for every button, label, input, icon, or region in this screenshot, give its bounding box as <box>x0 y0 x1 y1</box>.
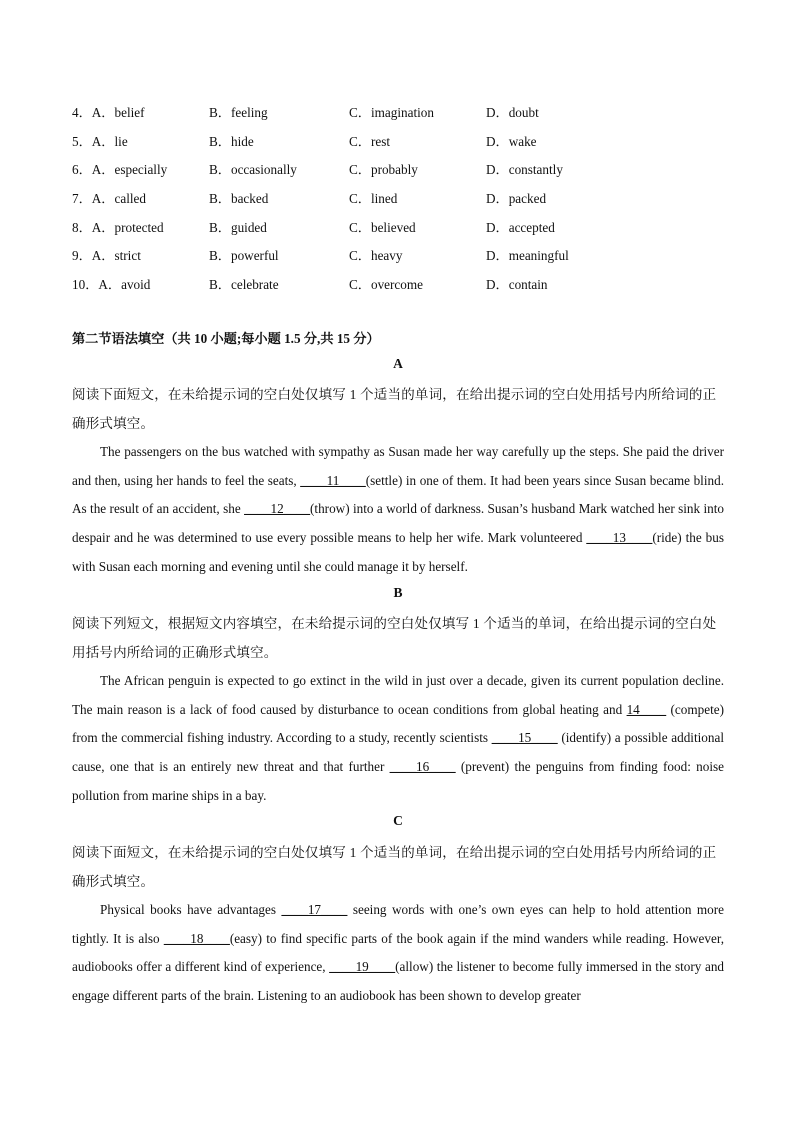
option-c: C．overcome <box>349 277 423 293</box>
passage-text: The African penguin is expected to go extinct in the wild in just over a decade, given its current population decline. The main reason is a lack of food caused by disturbance to ocean conditions from global heating and <box>72 673 724 717</box>
option-row <box>72 125 724 154</box>
passage-text: (compete) from the commercial fishing industry. According to a study, recently scientists <box>72 701 724 746</box>
option-d: D．doubt <box>486 105 539 120</box>
option-b: B．backed <box>209 191 269 207</box>
blank-11[interactable]: ____11____ <box>300 472 366 488</box>
passage-text: Physical books have advantages <box>100 902 282 917</box>
option-c: C．heavy <box>349 248 403 264</box>
option-d: D．contain <box>486 277 548 293</box>
blank-13[interactable]: ____13____ <box>586 530 653 546</box>
option-b: B．occasionally <box>209 162 297 178</box>
option-d: D．constantly <box>486 162 563 178</box>
option-a: 10．A．avoid <box>72 277 151 293</box>
option-b: B．celebrate <box>209 277 279 293</box>
blank-17[interactable]: ____17____ <box>281 902 348 917</box>
passage-text: (throw) into a world of darkness. Susan’s husband Mark watched her sink into despair and he was determined to use every possible means to help her wife. Mark volunteered <box>72 501 725 546</box>
option-a: 9．A．strict <box>72 248 141 264</box>
option-c: C．probably <box>349 162 418 178</box>
option-b: B．hide <box>209 133 254 149</box>
option-row <box>72 182 724 211</box>
option-row <box>72 96 724 125</box>
option-b: B．feeling <box>209 105 268 120</box>
option-d: D．wake <box>486 133 537 149</box>
option-b: B．guided <box>209 219 267 235</box>
blank-14[interactable]: 14____ <box>626 701 667 717</box>
option-row <box>72 211 724 240</box>
blank-19[interactable]: ____19____ <box>329 959 396 975</box>
passage-text: (allow) the listener to become fully immersed in the story and engage different parts of the brain. Listening to an audiobook has been shown to develop greater <box>72 959 725 1004</box>
option-a: 4．A．belief <box>72 105 145 120</box>
passage-text: The passengers on the bus watched with sympathy as Susan made her way carefully up the steps. She paid the driver and then, using her hands to feel the seats, <box>72 444 724 488</box>
option-b: B．powerful <box>209 248 279 264</box>
option-d: D．packed <box>486 191 547 207</box>
passage-text: seeing words with one’s own eyes can help to hold attention more tightly. It is also <box>72 902 724 946</box>
option-c: C．believed <box>349 219 416 235</box>
blank-16[interactable]: ____16____ <box>389 759 456 775</box>
blank-12[interactable]: ____12____ <box>244 501 311 517</box>
option-c: C．imagination <box>349 105 434 120</box>
blank-15[interactable]: ____15____ <box>491 730 558 746</box>
passage-text: (easy) to find specific parts of the book again if the mind wanders while reading. However, audiobooks offer a different kind of experience, <box>72 930 724 975</box>
option-row <box>72 153 724 182</box>
option-a: 6．A．especially <box>72 162 168 178</box>
option-c: C．lined <box>349 191 398 207</box>
part-b-instruction: 阅读下列短文，根据短文内容填空，在未给提示词的空白处仅填写 1 个适当的单词，在给出提示词的空白处用括号内所给词的正确形式填空。 <box>72 616 717 660</box>
option-a: 5．A．lie <box>72 133 128 149</box>
option-a: 7．A．called <box>72 191 146 207</box>
option-d: D．meaningful <box>486 248 569 264</box>
passage-text: (settle) in one of them. It had been years since Susan became blind. As the result of an accident, she <box>72 472 724 517</box>
option-row <box>72 239 724 268</box>
option-row <box>72 268 724 297</box>
option-d: D．accepted <box>486 219 555 235</box>
section-title: 第二节语法填空（共 10 小题;每小题 1.5 分,共 15 分） <box>72 331 380 346</box>
part-a-passage <box>72 438 724 582</box>
option-a: 8．A．protected <box>72 219 164 235</box>
part-c-instruction: 阅读下面短文，在未给提示词的空白处仅填写 1 个适当的单词，在给出提示词的空白处用括号内所给词的正确形式填空。 <box>72 845 717 889</box>
part-a-letter: A <box>393 356 403 371</box>
part-a-instruction: 阅读下面短文，在未给提示词的空白处仅填写 1 个适当的单词，在给出提示词的空白处用括号内所给词的正确形式填空。 <box>72 387 717 431</box>
exam-page <box>72 96 725 1004</box>
passage-text: (identify) a possible additional cause, one that is an entirely new threat and that further <box>72 730 724 775</box>
passage-text: (prevent) the penguins from finding food: noise pollution from marine ships in a bay. <box>72 759 724 803</box>
part-b-passage <box>72 667 724 811</box>
passage-text: (ride) the bus with Susan each morning and evening until she could manage it by herself. <box>72 530 724 574</box>
options-list <box>72 96 724 297</box>
part-b-letter: B <box>393 585 403 600</box>
part-c-letter: C <box>393 813 403 828</box>
blank-18[interactable]: ____18____ <box>163 930 230 946</box>
option-c: C．rest <box>349 133 391 149</box>
part-c-passage <box>72 896 724 1011</box>
